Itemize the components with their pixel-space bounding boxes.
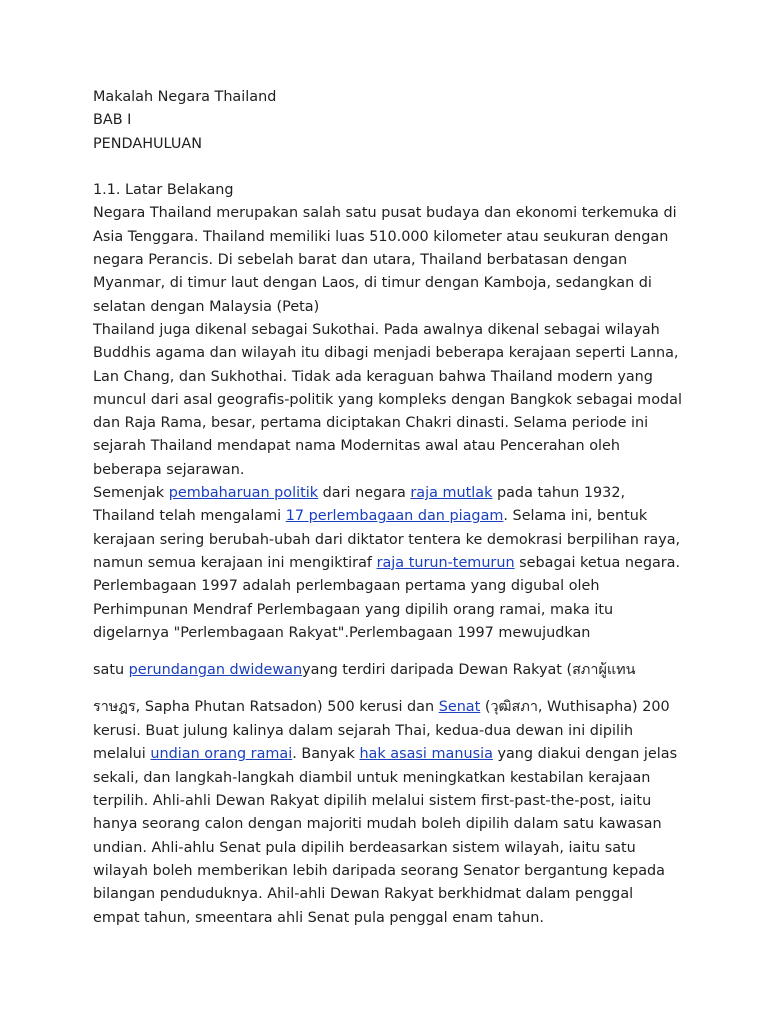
text-line: Buddhis agama dan wilayah itu dibagi menjadi beberapa kerajaan seperti Lanna,: [93, 345, 679, 362]
link-raja-mutlak[interactable]: raja mutlak: [410, 485, 493, 502]
text-run: . Selama ini, bentuk: [503, 508, 648, 525]
text-line: digelarnya "Perlembagaan Rakyat".Perlembagaan 1997 mewujudkan: [93, 624, 591, 641]
text-line: selatan dengan Malaysia (Peta): [93, 298, 320, 315]
text-line: [93, 552, 708, 575]
text-run: satu: [93, 662, 129, 679]
link-pembaharuan-politik[interactable]: pembaharuan politik: [168, 485, 319, 502]
link-undian-orang-ramai[interactable]: undian orang ramai: [150, 746, 293, 763]
text-run: yang terdiri daripada Dewan Rakyat (สภาผู้แทน: [302, 662, 636, 679]
link-hak-asasi-manusia[interactable]: hak asasi manusia: [359, 746, 493, 763]
text-run: namun semua kerajaan ini mengiktiraf: [93, 554, 377, 571]
text-run: Thailand telah mengalami: [93, 508, 286, 525]
subsection-heading: 1.1. Latar Belakang: [93, 182, 234, 199]
text-line: kerusi. Buat julung kalinya dalam sejarah Thai, kedua-dua dewan ini dipilih: [93, 723, 634, 740]
blank-line: [93, 156, 708, 179]
text-run: melalui: [93, 746, 151, 763]
text-line: muncul dari asal geografis-politik yang kompleks dengan Bangkok sebagai modal: [93, 391, 682, 408]
text-line: empat tahun, smeentara ahli Senat pula penggal enam tahun.: [93, 909, 544, 926]
text-line: negara Perancis. Di sebelah barat dan utara, Thailand berbatasan dengan: [93, 252, 628, 269]
text-line: Lan Chang, dan Sukhothai. Tidak ada keraguan bahwa Thailand modern yang: [93, 368, 653, 385]
paragraph-2: [93, 319, 708, 482]
link-senat[interactable]: Senat: [438, 699, 481, 716]
text-line: [93, 482, 708, 505]
text-line: beberapa sejarawan.: [93, 461, 245, 478]
text-line: [93, 505, 708, 528]
text-line: [93, 657, 708, 683]
text-line: undian. Ahli-ahlu Senat pula dipilih berdeasarkan sistem wilayah, iaitu satu: [93, 839, 636, 856]
text-line: dan Raja Rama, besar, pertama diciptakan Chakri dinasti. Selama periode ini: [93, 415, 649, 432]
text-run: ราษฎร, Sapha Phutan Ratsadon) 500 kerusi dan: [93, 699, 439, 716]
text-line: terpilih. Ahli-ahli Dewan Rakyat dipilih melalui sistem first-past-the-post, iaitu: [93, 793, 652, 810]
link-perundangan-dwidewan[interactable]: perundangan dwidewan: [128, 662, 303, 679]
text-run: sebagai ketua negara.: [514, 554, 681, 571]
link-raja-turun-temurun[interactable]: raja turun-temurun: [376, 554, 515, 571]
text-run: . Banyak: [292, 746, 360, 763]
text-line: sejarah Thailand mendapat nama Modernitas awal atau Pencerahan oleh: [93, 438, 620, 455]
text-line: [93, 743, 708, 766]
text-line: Perlembagaan 1997 adalah perlembagaan pertama yang digubal oleh: [93, 578, 600, 595]
text-run: Semenjak: [93, 485, 169, 502]
text-line: Perhimpunan Mendraf Perlembagaan yang dipilih orang ramai, maka itu: [93, 601, 614, 618]
link-perlembagaan-dan-piagam[interactable]: 17 perlembagaan dan piagam: [285, 508, 504, 525]
text-run: yang diakui dengan jelas: [492, 746, 678, 763]
document-title: Makalah Negara Thailand: [93, 89, 277, 105]
text-run: pada tahun 1932,: [492, 485, 626, 502]
paragraph-3: [93, 482, 708, 645]
text-line: bilangan penduduknya. Ahil-ahli Dewan Rakyat berkhidmat dalam penggal: [93, 886, 634, 903]
text-line: Asia Tenggara. Thailand memiliki luas 510.000 kilometer atau seukuran dengan: [93, 228, 669, 245]
section-heading: PENDAHULUAN: [93, 135, 203, 152]
text-line: kerajaan sering berubah-ubah dari diktator tentera ke demokrasi berpilihan raya,: [93, 531, 681, 548]
text-run: dari negara: [318, 485, 411, 502]
text-line: [93, 694, 708, 720]
text-line: sekali, dan langkah-langkah diambil untuk meningkatkan kestabilan kerajaan: [93, 769, 651, 786]
text-line: Thailand juga dikenal sebagai Sukothai. Pada awalnya dikenal sebagai wilayah: [93, 321, 660, 338]
text-line: hanya seorang calon dengan majoriti mudah boleh dipilih dalam satu kawasan: [93, 816, 662, 833]
text-line: Negara Thailand merupakan salah satu pusat budaya dan ekonomi terkemuka di: [93, 205, 677, 222]
paragraph-1: [93, 202, 708, 318]
text-run: (วุฒิสภา, Wuthisapha) 200: [480, 699, 670, 716]
text-line: wilayah boleh memberikan lebih daripada seorang Senator bergantung kepada: [93, 862, 665, 879]
text-line: Myanmar, di timur laut dengan Laos, di timur dengan Kamboja, sedangkan di: [93, 275, 652, 292]
paragraph-4: [93, 657, 708, 683]
paragraph-5: [93, 694, 708, 930]
chapter-heading: BAB I: [93, 112, 132, 129]
